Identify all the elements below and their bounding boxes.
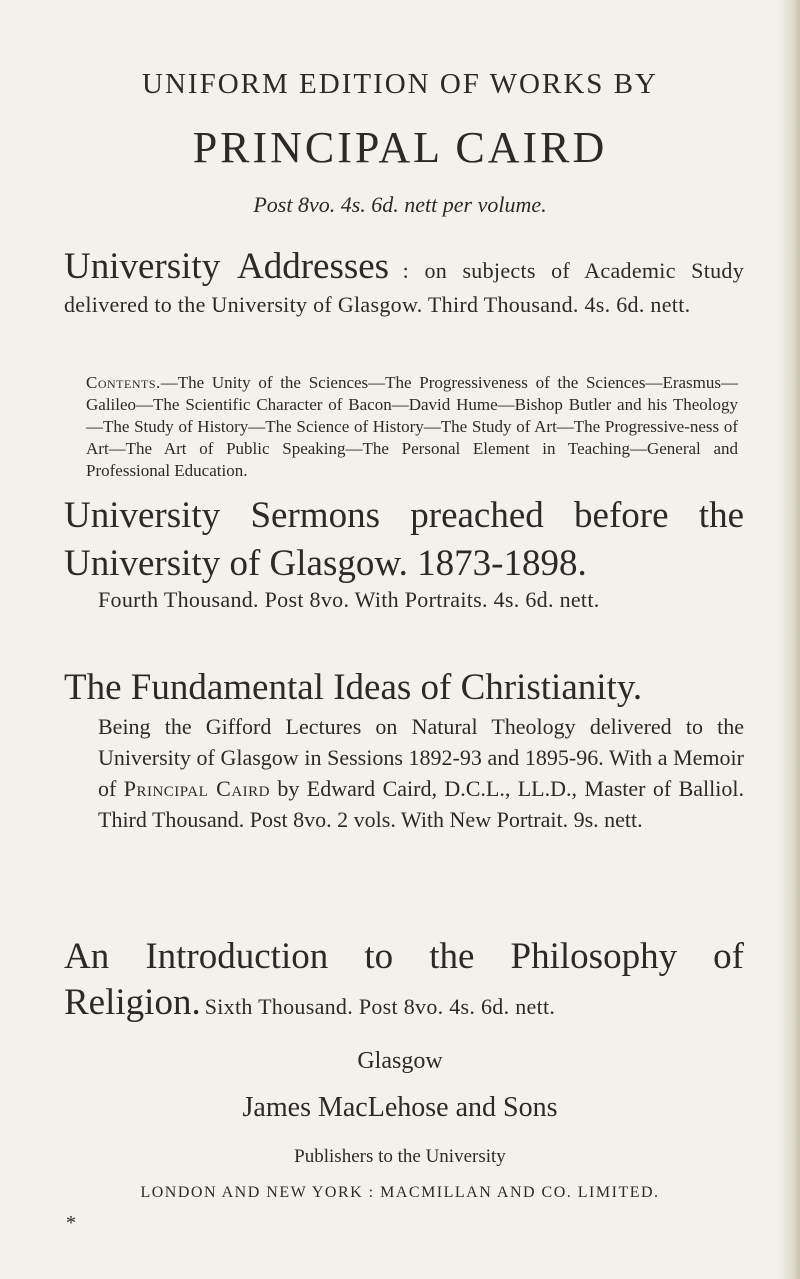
contents-text: —The Unity of the Sciences—The Progressiveness of the Sciences—Erasmus—Galileo—The Scientific Character of Bacon—David Hume—Bishop Butler and his Theology—The Study of History—The Science of History—The Study of Art—The Progressive-ness of Art—The Art of Public Speaking—The Personal Element in Teaching—General and Professional Education. <box>86 373 738 480</box>
page-edge-shading <box>778 0 800 1279</box>
signature-mark: * <box>66 1212 76 1234</box>
entry-title: University Sermons preached before the University of Glasgow. 1873-1898. <box>64 495 744 584</box>
entry-university-addresses <box>64 244 744 320</box>
contents-list <box>86 372 738 482</box>
entry-description-part-b: by Edward Caird, D.C.L., LL.D., Master of Balliol. Third Thousand. Post 8vo. 2 vols. With New Portrait. 9s. nett. <box>98 776 744 832</box>
entry-title: The Fundamental Ideas of Christianity. <box>64 667 643 708</box>
principal-caird-smallcaps: Principal Caird <box>123 776 270 801</box>
entry-description-part-a: Being the Gifford Lectures on Natural Theology delivered to the University of Glasgow in Sessions 1892-93 and 1895-96. With a Memoir of <box>98 714 744 801</box>
publisher-london-line: LONDON AND NEW YORK : MACMILLAN AND CO. LIMITED. <box>140 1184 660 1201</box>
entry-fundamental-ideas <box>64 665 744 835</box>
contents-label: Contents. <box>86 373 161 392</box>
series-heading: UNIFORM EDITION OF WORKS BY <box>142 68 658 100</box>
entry-title: An Introduction to the Philosophy of Religion. <box>64 936 744 1023</box>
publisher-name: James MacLehose and Sons <box>242 1092 558 1123</box>
entry-description: : on subjects of Academic Study delivered to the University of Glasgow. Third Thousand. 4s. 6d. nett. <box>64 258 745 317</box>
author-heading: PRINCIPAL CAIRD <box>192 123 608 172</box>
entry-description <box>64 711 744 835</box>
entry-description: Fourth Thousand. Post 8vo. With Portraits. 4s. 6d. nett. <box>98 587 600 612</box>
publisher-city: Glasgow <box>357 1048 443 1074</box>
entry-description: Sixth Thousand. Post 8vo. 4s. 6d. nett. <box>204 994 556 1019</box>
entry-university-sermons <box>64 492 744 612</box>
entry-title: University Addresses <box>64 246 390 287</box>
publisher-role: Publishers to the University <box>294 1146 506 1167</box>
price-line: Post 8vo. 4s. 6d. nett per volume. <box>253 192 547 217</box>
entry-philosophy-of-religion <box>64 934 744 1026</box>
